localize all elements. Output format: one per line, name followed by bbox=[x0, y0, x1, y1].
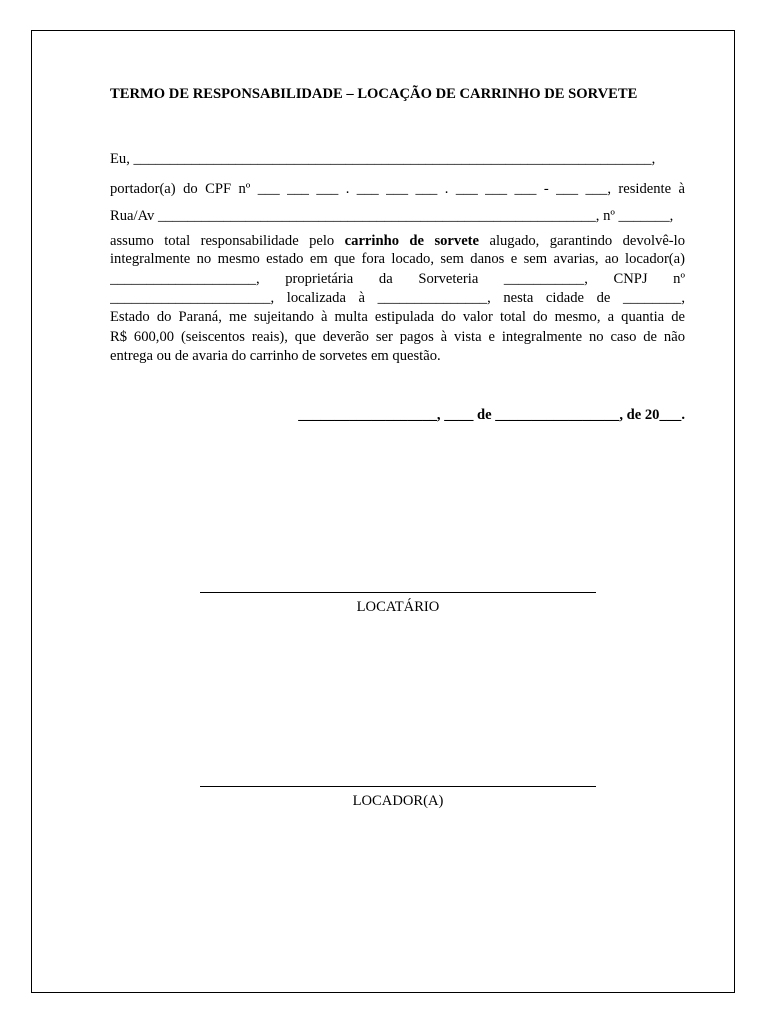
body-line-localizada: ______________________, localizada à _______________, nesta cidade de ________, bbox=[110, 290, 685, 306]
signature-label-locador: LOCADOR(A) bbox=[352, 793, 444, 809]
responsibility-text-end: alugado, garantindo devolvê-lo bbox=[479, 233, 685, 249]
signature-locador bbox=[200, 786, 596, 810]
body-line-valor: R$ 600,00 (seiscentos reais), que deverão ser pagos à vista e integralmente no caso de não bbox=[110, 329, 685, 345]
signature-locatario bbox=[200, 592, 596, 616]
cpf-line: portador(a) do CPF nº ___ ___ ___ . ___ ___ ___ . ___ ___ ___ - ___ ___, residente à bbox=[110, 181, 685, 197]
signature-label-locatario: LOCATÁRIO bbox=[356, 599, 440, 615]
signature-line bbox=[200, 786, 596, 787]
signature-line bbox=[200, 592, 596, 593]
document-title: TERMO DE RESPONSABILIDADE – LOCAÇÃO DE CARRINHO DE SORVETE bbox=[110, 86, 638, 102]
responsibility-text-start: assumo total responsabilidade pelo bbox=[110, 233, 345, 249]
name-line: Eu, _______________________________________________________________________, bbox=[110, 151, 656, 167]
body-line-entrega: entrega ou de avaria do carrinho de sorvetes em questão. bbox=[110, 348, 441, 364]
responsibility-line bbox=[110, 232, 685, 250]
body-line-proprietaria: ____________________, proprietária da Sorveteria ___________, CNPJ nº bbox=[110, 271, 685, 287]
page-border bbox=[31, 30, 735, 993]
responsibility-object: carrinho de sorvete bbox=[344, 233, 480, 249]
date-line: ___________________, ____ de _________________, de 20___. bbox=[298, 407, 685, 423]
body-line-estado: Estado do Paraná, me sujeitando à multa estipulada do valor total do mesmo, a quantia de bbox=[110, 309, 685, 325]
address-line: Rua/Av ____________________________________________________________, nº _______, bbox=[110, 208, 674, 224]
body-line-integralmente: integralmente no mesmo estado em que fora locado, sem danos e sem avarias, ao locador(a) bbox=[110, 251, 685, 267]
